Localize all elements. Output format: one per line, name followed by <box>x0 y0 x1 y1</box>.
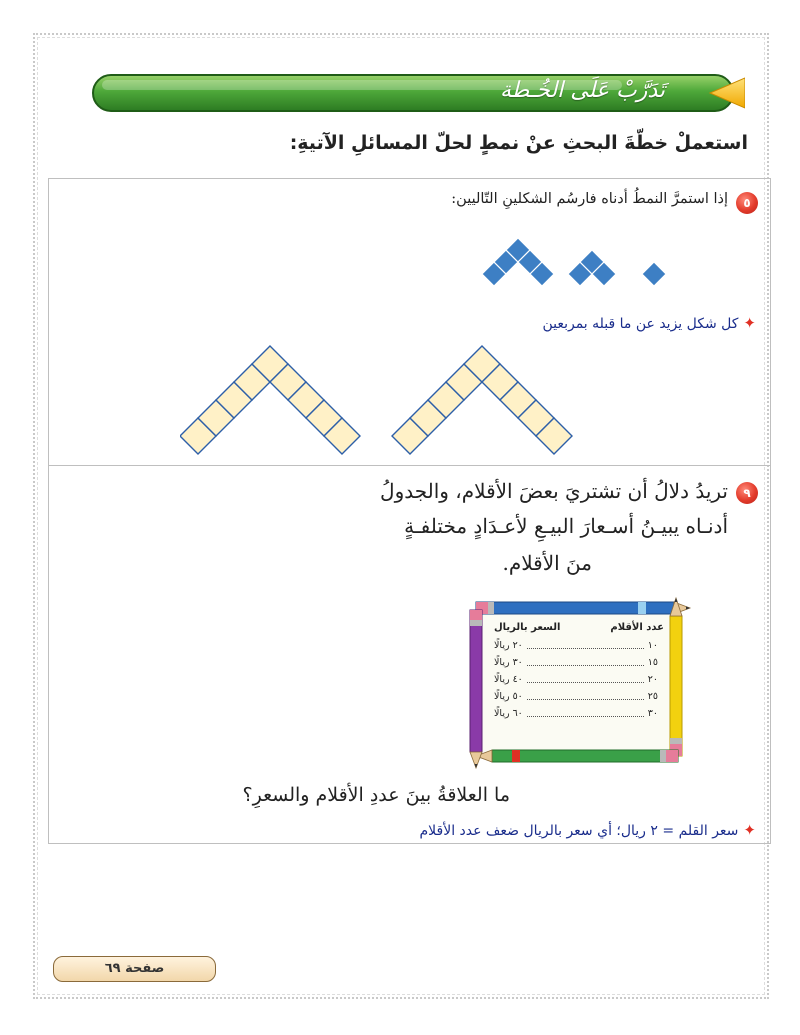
table-leader-dots <box>527 705 644 717</box>
banner-title: تَدَرَّبْ عَلَى الخُـطة <box>499 78 665 103</box>
question-9-text-line-1: تريدُ دلالُ أن تشتريَ بعضَ الأقلام، والجدولُ <box>380 479 728 503</box>
question-9-prompt: ما العلاقةُ بينَ عددِ الأقلام والسعرِ؟ <box>242 784 510 806</box>
pencil-top-icon <box>476 602 690 614</box>
pattern-figure-3 <box>482 238 554 286</box>
page-number-label: صفحة ٦٩ <box>104 961 165 976</box>
question-5-text: إذا استمرَّ النمطُ أدناه فارسُم الشكلينِ التّاليين: <box>451 191 728 207</box>
section-banner <box>90 72 745 114</box>
question-9-answer <box>420 821 757 839</box>
table-leader-dots <box>527 637 644 649</box>
table-header-count: عدد الأقلام <box>610 622 664 633</box>
pencil-left-icon <box>470 610 482 768</box>
given-pattern-figure <box>470 228 690 296</box>
table-cell-count: ٢٥ <box>647 691 658 702</box>
table-row <box>492 654 666 671</box>
answer-bullet-icon: ✦ <box>743 314 756 332</box>
question-5-answer-text: كل شكل يزيد عن ما قبله بمربعين <box>542 316 739 332</box>
pattern-figure-1 <box>642 262 666 286</box>
pattern-square <box>642 262 666 286</box>
table-header-row <box>492 622 666 633</box>
pencil-right-icon <box>670 598 682 756</box>
question-9-number-badge: ٩ <box>736 482 758 504</box>
table-cell-count: ٢٠ <box>647 674 658 685</box>
table-cell-price: ٤٠ ريالًا <box>494 674 523 685</box>
table-row <box>492 688 666 705</box>
table-header-price: السعر بالريال <box>494 622 561 633</box>
table-row <box>492 705 666 722</box>
pattern-figure-2 <box>568 250 616 286</box>
table-leader-dots <box>527 654 644 666</box>
question-9-text-line-3: منَ الأقلام. <box>502 551 592 575</box>
instruction-heading: استعملْ خطّةَ البحثِ عنْ نمطٍ لحلّ المسائلِ الآتيةِ: <box>289 132 748 154</box>
student-drawing <box>180 340 580 462</box>
question-5-number-badge: ٥ <box>736 192 758 214</box>
question-5-answer <box>542 314 756 332</box>
table-cell-price: ٣٠ ريالًا <box>494 657 523 668</box>
pencil-bottom-icon <box>476 750 678 762</box>
drawn-figure-left <box>180 346 360 454</box>
table-leader-dots <box>527 671 644 683</box>
price-table-content <box>492 622 666 722</box>
table-cell-price: ٥٠ ريالًا <box>494 691 523 702</box>
answer-bullet-icon: ✦ <box>743 821 756 839</box>
question-9-text-line-2: أدنـاه يبيـنُ أسـعارَ البيـعِ لأعـدَادٍ مختلفـةٍ <box>404 514 728 538</box>
question-9-answer-text: سعر القلم = ٢ ريال؛ أي سعر بالريال ضعف عدد الأقلام <box>419 823 739 839</box>
table-cell-count: ١٥ <box>647 657 658 668</box>
page-number-box <box>53 956 216 982</box>
table-cell-count: ٣٠ <box>647 708 658 719</box>
drawn-figure-right <box>392 346 572 454</box>
pencil-price-table <box>462 594 694 772</box>
table-leader-dots <box>527 688 644 700</box>
table-cell-count: ١٠ <box>647 640 658 651</box>
table-cell-price: ٦٠ ريالًا <box>494 708 523 719</box>
table-cell-price: ٢٠ ريالًا <box>494 640 523 651</box>
table-row <box>492 637 666 654</box>
table-row <box>492 671 666 688</box>
